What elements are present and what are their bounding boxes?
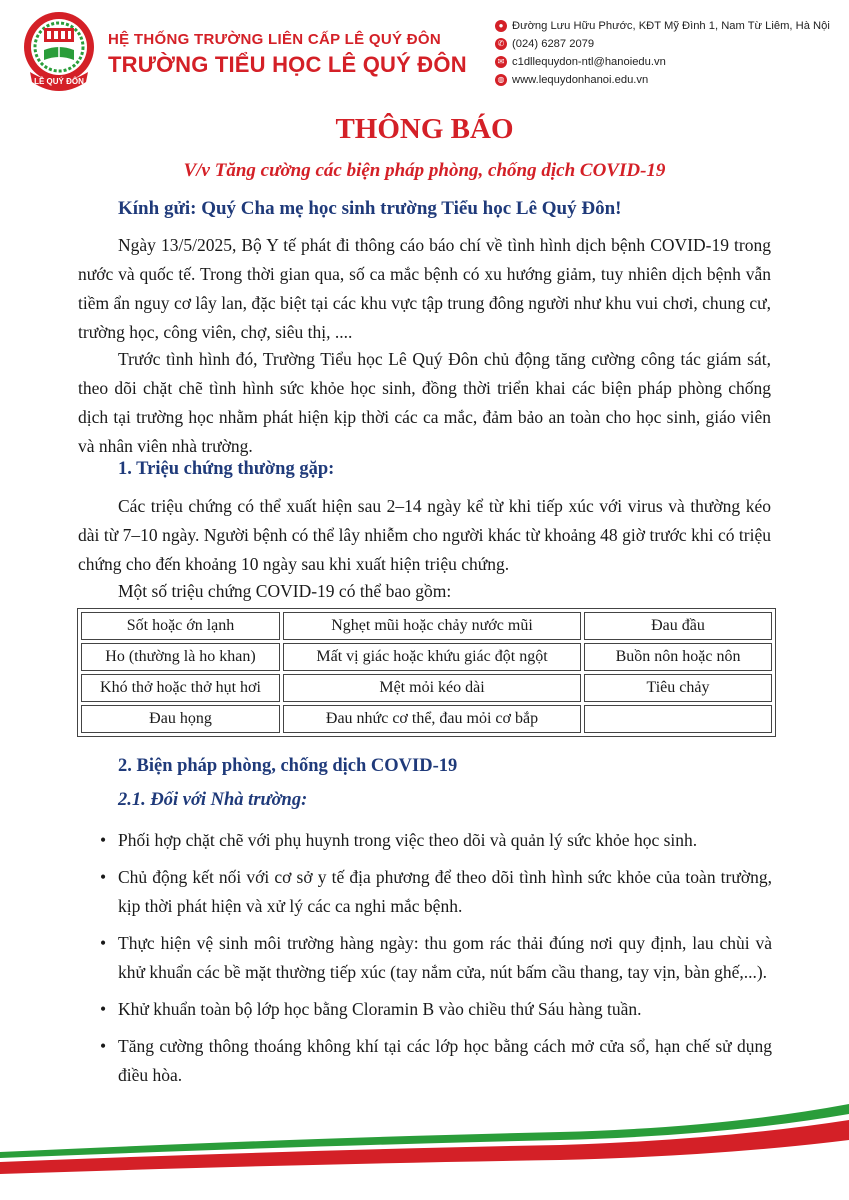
section-1-heading: 1. Triệu chứng thường gặp: bbox=[118, 459, 335, 479]
email-text: c1dllequydon-ntl@hanoiedu.vn bbox=[512, 56, 666, 68]
table-row bbox=[81, 612, 772, 640]
list-item: • Phối hợp chặt chẽ với phụ huynh trong việc theo dõi và quản lý sức khỏe học sinh. bbox=[100, 826, 772, 855]
section-2-1-heading: 2.1. Đối với Nhà trường: bbox=[118, 790, 308, 810]
list-item: • Khử khuẩn toàn bộ lớp học bằng Cloramin B vào chiều thứ Sáu hàng tuần. bbox=[100, 995, 772, 1024]
paragraph-symptoms: Các triệu chứng có thể xuất hiện sau 2–14 ngày kể từ khi tiếp xúc với virus và thường kéo dài từ 7–10 ngày. Người bệnh có thể lây nhiễm cho người khác từ khoảng 48 giờ trước khi có triệu chứng cho đến khoảng 10 ngày sau khi xuất hiện triệu chứng. bbox=[78, 496, 771, 574]
list-item: • Chủ động kết nối với cơ sở y tế địa phương để theo dõi tình hình sức khỏe của toàn trường, kịp thời phát hiện và xử lý các ca nghi mắc bệnh. bbox=[100, 863, 772, 921]
school-measures-list bbox=[100, 826, 772, 1098]
phone-icon: ✆ bbox=[495, 38, 507, 50]
table-cell: Mất vị giác hoặc khứu giác đột ngột bbox=[283, 643, 581, 671]
globe-icon: ◍ bbox=[495, 74, 507, 86]
contact-email bbox=[495, 53, 830, 71]
table-cell: Sốt hoặc ớn lạnh bbox=[81, 612, 280, 640]
section-2-heading: 2. Biện pháp phòng, chống dịch COVID-19 bbox=[118, 756, 458, 776]
paragraph-school-action: Trước tình hình đó, Trường Tiểu học Lê Quý Đôn chủ động tăng cường công tác giám sát, theo dõi chặt chẽ tình hình sức khỏe học sinh, đồng thời triển khai các biện pháp phòng chống dịch tại trường học nhằm phát hiện kịp thời các ca mắc, đảm bảo an toàn cho học sinh, giáo viên và nhân viên nhà trường. bbox=[78, 349, 771, 456]
email-icon: ✉ bbox=[495, 56, 507, 68]
paragraph-symptom-list-intro: Một số triệu chứng COVID-19 có thể bao gồm: bbox=[118, 581, 452, 601]
paragraph-intro: Ngày 13/5/2025, Bộ Y tế phát đi thông cáo báo chí về tình hình dịch bệnh COVID-19 trong nước và quốc tế. Trong thời gian qua, số ca mắc bệnh có xu hướng giảm, tuy nhiên dịch bệnh vẫn tiềm ẩn nguy cơ lây lan, đặc biệt tại các khu vực tập trung đông người như khu vui chơi, chung cư, trường học, công viên, chợ, siêu thị, .... bbox=[78, 235, 771, 342]
table-cell: Đau họng bbox=[81, 705, 280, 733]
page-subtitle: V/v Tăng cường các biện pháp phòng, chống dịch COVID-19 bbox=[183, 160, 666, 181]
table-cell: Tiêu chảy bbox=[584, 674, 772, 702]
contact-address bbox=[495, 17, 830, 35]
location-icon: ● bbox=[495, 20, 507, 32]
table-row bbox=[81, 674, 772, 702]
contact-block bbox=[495, 17, 830, 89]
list-item: • Thực hiện vệ sinh môi trường hàng ngày: thu gom rác thải đúng nơi quy định, lau chùi và khử khuẩn các bề mặt thường tiếp xúc (tay nắm cửa, nút bấm cầu thang, tay vịn, bàn ghế,...). bbox=[100, 929, 772, 987]
logo-lettering: LÊ QUÝ ĐÔN bbox=[34, 77, 84, 86]
address-text: Đường Lưu Hữu Phước, KĐT Mỹ Đình 1, Nam Từ Liêm, Hà Nội bbox=[512, 20, 830, 32]
phone-text: (024) 6287 2079 bbox=[512, 38, 595, 50]
table-cell: Mệt mỏi kéo dài bbox=[283, 674, 581, 702]
school-name: TRƯỜNG TIỂU HỌC LÊ QUÝ ĐÔN bbox=[108, 52, 467, 77]
symptoms-table bbox=[77, 608, 776, 737]
table-row bbox=[81, 705, 772, 733]
table-cell: Nghẹt mũi hoặc chảy nước mũi bbox=[283, 612, 581, 640]
greeting: Kính gửi: Quý Cha mẹ học sinh trường Tiểu học Lê Quý Đôn! bbox=[118, 198, 622, 219]
table-cell: Buồn nôn hoặc nôn bbox=[584, 643, 772, 671]
footer-wave-decoration bbox=[0, 1090, 849, 1200]
table-row bbox=[81, 643, 772, 671]
table-cell: Đau đầu bbox=[584, 612, 772, 640]
school-system-name: HỆ THỐNG TRƯỜNG LIÊN CẤP LÊ QUÝ ĐÔN bbox=[108, 31, 441, 48]
website-text: www.lequydonhanoi.edu.vn bbox=[512, 74, 649, 86]
page-title: THÔNG BÁO bbox=[335, 113, 514, 145]
contact-website bbox=[495, 71, 830, 89]
table-cell: Ho (thường là ho khan) bbox=[81, 643, 280, 671]
list-item: • Tăng cường thông thoáng không khí tại các lớp học bằng cách mở cửa sổ, hạn chế sử dụng điều hòa. bbox=[100, 1032, 772, 1090]
table-cell: Khó thở hoặc thở hụt hơi bbox=[81, 674, 280, 702]
table-cell bbox=[584, 705, 772, 733]
table-cell: Đau nhức cơ thể, đau mỏi cơ bắp bbox=[283, 705, 581, 733]
contact-phone bbox=[495, 35, 830, 53]
school-logo bbox=[22, 10, 96, 98]
